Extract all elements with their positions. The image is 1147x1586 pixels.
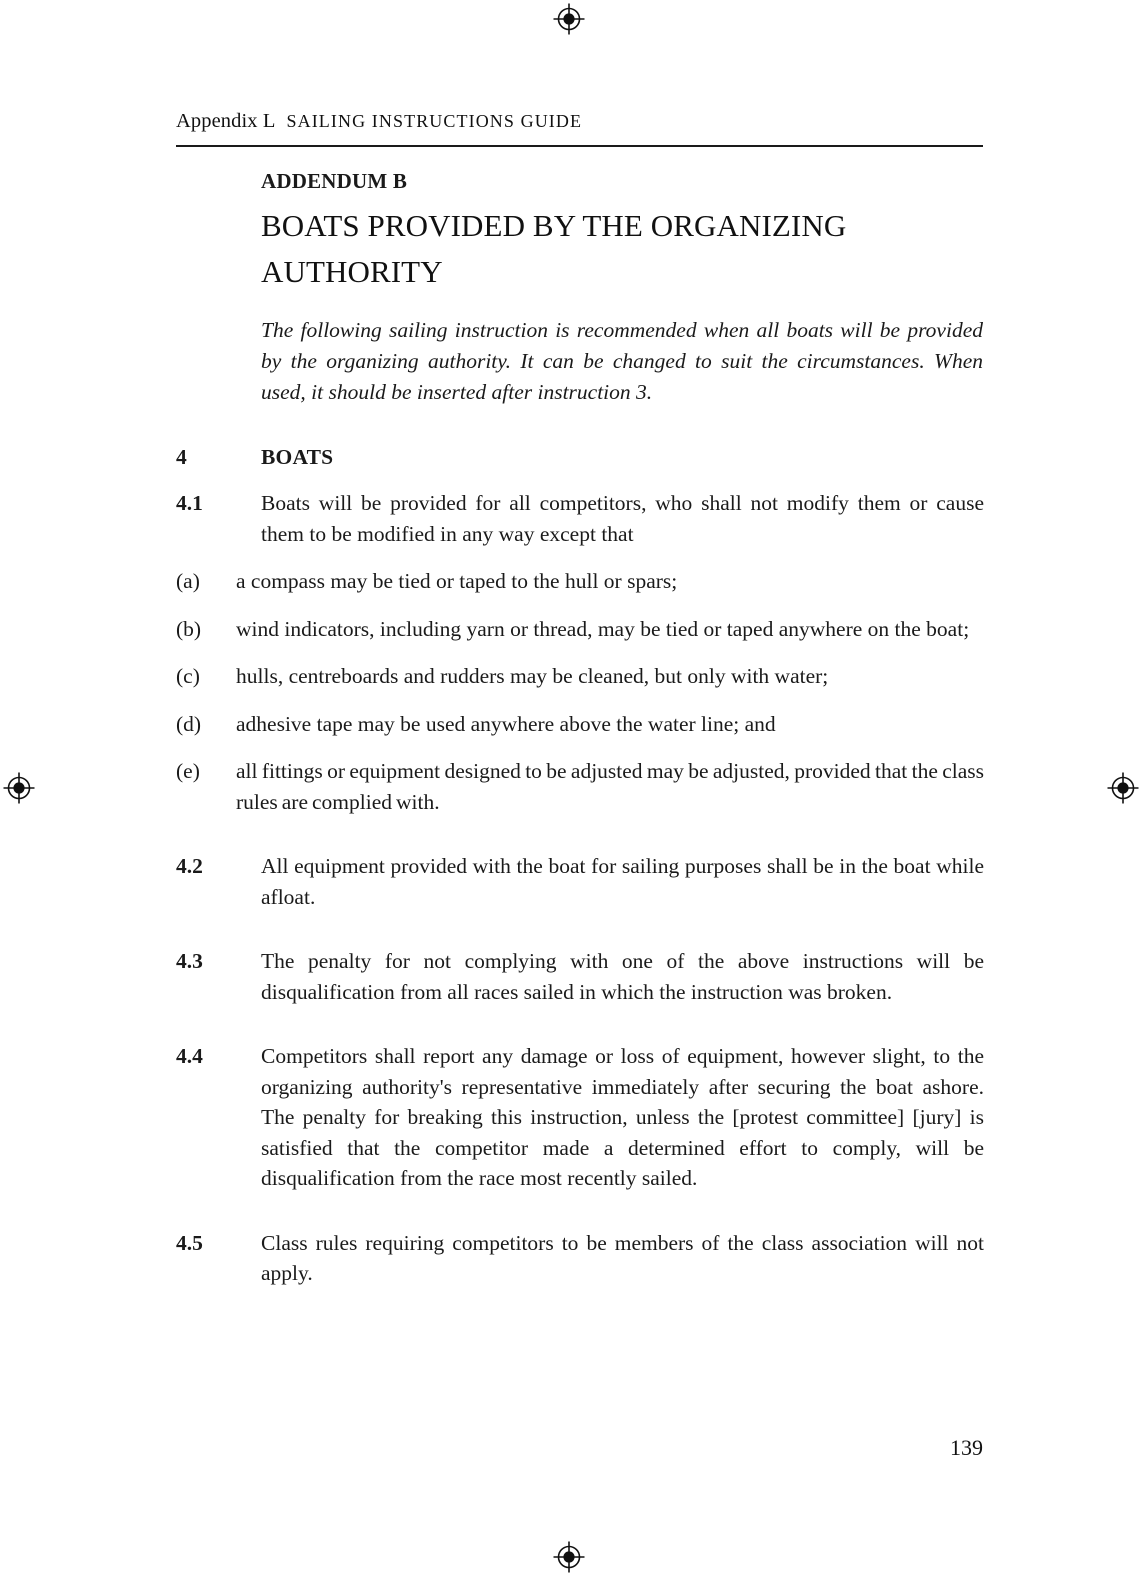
subitem-text: adhesive tape may be used anywhere above the water line; and [236,711,776,736]
clause-row [176,946,984,1007]
subitem-marker: (c) [176,664,200,689]
subitem [176,756,984,817]
running-head-guide-title: SAILING INSTRUCTIONS GUIDE [286,111,583,131]
subitem-text: wind indicators, including yarn or thread, may be tied or taped anywhere on the boat; [236,616,970,641]
clause-row [176,851,984,912]
addendum-label: ADDENDUM B [261,169,408,193]
section-title: BOATS [261,444,334,469]
clause-text: Boats will be provided for all competitors, who shall not modify them or cause them to be modified in any way except that [261,491,984,546]
clause-row [176,1228,984,1289]
registration-mark-bottom [552,1540,586,1574]
clause-text: The penalty for not complying with one of the above instructions will be disqualification from all races sailed in which the instruction was broken. [261,949,984,1004]
section-number: 4 [176,444,187,469]
clause-text: Competitors shall report any damage or loss of equipment, however slight, to the organizing authority's representative immediately after securing the boat ashore. The penalty for breaking this instruction, unless the [protest committee] [jury] is satisfied that the competitor made a determined effort to comply, will be disqualification from the race most recently sailed. [261,1044,984,1191]
registration-mark-left [2,771,36,805]
header-rule [176,145,983,147]
intro-paragraph: The following sailing instruction is recommended when all boats will be provided by the organizing authority. It can be changed to suit the circumstances. When used, it should be inserted after instruction 3. [261,317,983,404]
clause-row [176,1041,984,1194]
subitem-text: hulls, centreboards and rudders may be cleaned, but only with water; [236,664,829,689]
subitem-marker: (a) [176,569,200,594]
subitem-text: a compass may be tied or taped to the hull or spars; [236,569,678,594]
clause-text: All equipment provided with the boat for sailing purposes shall be in the boat while afloat. [261,854,984,909]
subitem [176,661,984,692]
page-number: 139 [950,1435,983,1460]
page-content [176,168,984,1289]
clause-number: 4.4 [176,1044,203,1069]
page-title: BOATS PROVIDED BY THE ORGANIZING AUTHORITY [261,208,847,289]
clause-number: 4.3 [176,949,203,974]
subitem [176,566,984,597]
clause-row [176,488,984,549]
subitem-marker: (e) [176,759,200,784]
running-head [176,110,984,133]
subitem [176,614,984,645]
subitem-list [176,566,984,817]
registration-mark-right [1106,771,1140,805]
subitem-text: all fittings or equipment designed to be adjusted may be adjusted, provided that the class rules are complied with. [236,759,984,814]
subitem [176,709,984,740]
subitem-marker: (d) [176,711,202,736]
clause-number: 4.5 [176,1230,203,1255]
running-head-appendix: Appendix L [176,110,276,132]
clause-number: 4.1 [176,491,203,516]
registration-mark-top [552,2,586,36]
subitem-marker: (b) [176,616,202,641]
clause-text: Class rules requiring competitors to be members of the class association will not apply. [261,1230,984,1286]
clause-number: 4.2 [176,854,203,879]
section-heading-row [176,442,984,473]
